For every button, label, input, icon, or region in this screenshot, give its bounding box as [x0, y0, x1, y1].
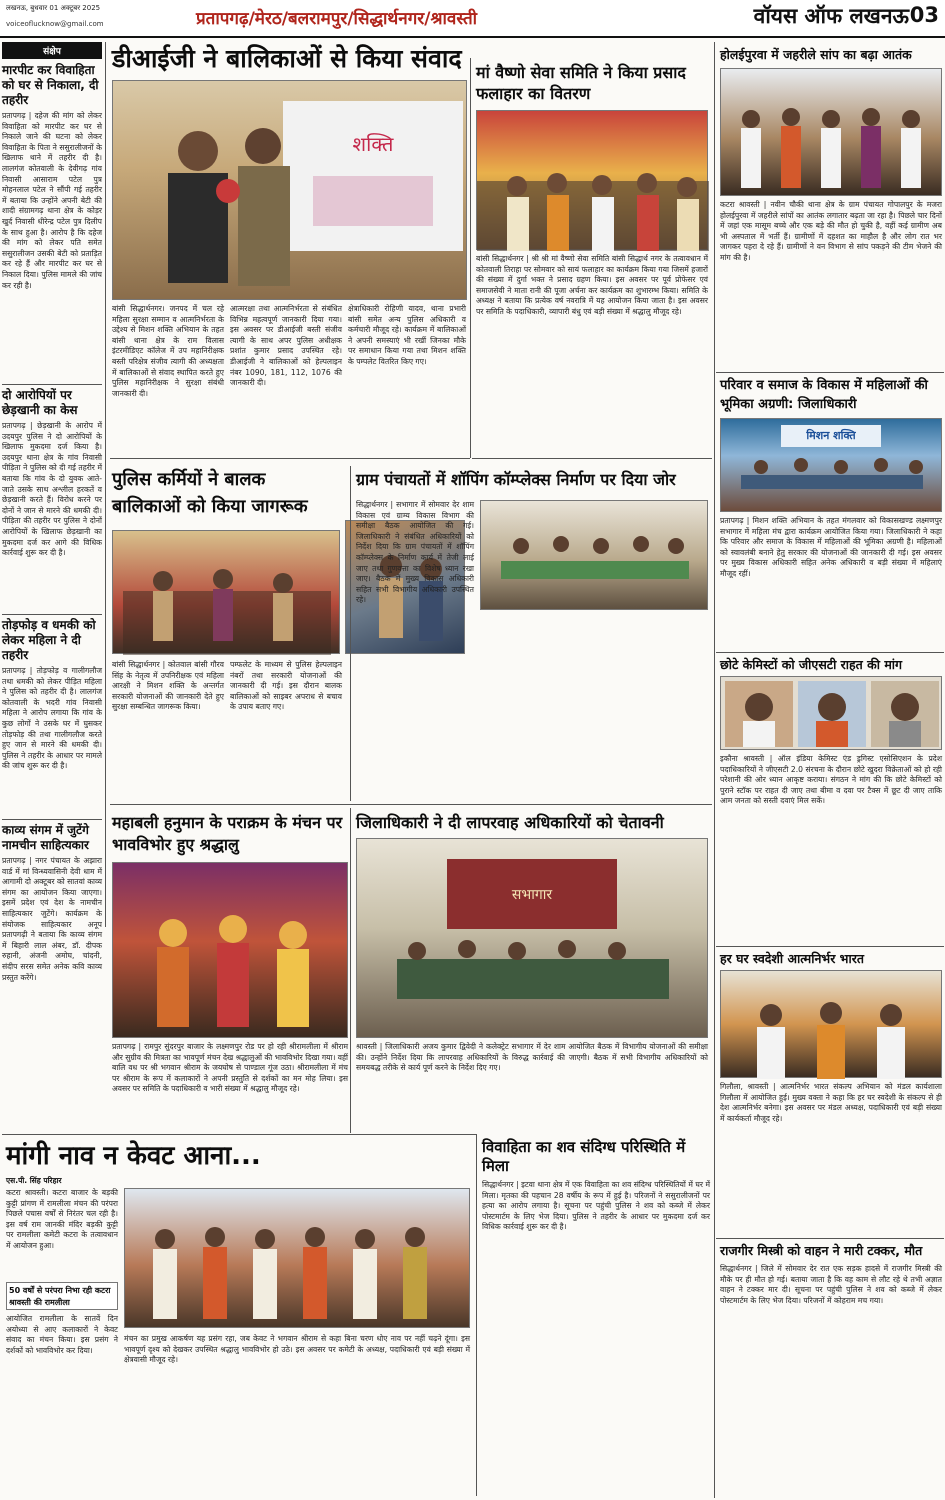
divider: [2, 384, 102, 385]
brief-body-2: प्रतापगढ़ | छेड़खानी के आरोप में उदयपुर पुलिस ने दो आरोपियों के खिलाफ मुकदमा दर्ज किया है। उदयपुर थाना क्षेत्र के गांव निवासी पीड़िता ने पुलिस को दी गई तहरीर में बताया कि गांव के दो युवक आते-जाते उसके साथ अश्लील हरकतें व छेड़खानी करते हैं। विरोध करने पर दोनों ने जान से मारने की धमकी दी। पीड़िता की तहरीर पर पुलिस ने दोनों आरोपियों के खिलाफ छेड़खानी का मुकदमा दर्ज कर आगे की विधिक कार्रवाई शुरू कर दी है।: [2, 421, 102, 558]
swadeshi-photo-art: [721, 971, 943, 1079]
divider: [2, 1134, 476, 1135]
column-rule: [476, 1134, 477, 1496]
brief-headline-1: मारपीट कर विवाहिता को घर से निकाला, दी तहरीर: [2, 63, 99, 107]
women-photo: [720, 418, 942, 512]
hanuman-headline: महाबली हनुमान के पराक्रम के मंचन पर भावविभोर हुए श्रद्धालु: [112, 813, 343, 854]
dm-headline: जिलाधिकारी ने दी लापरवाह अधिकारियों को चेतावनी: [356, 813, 664, 832]
kevat-body: मंचन का प्रमुख आकर्षण यह प्रसंग रहा, जब केवट ने भगवान श्रीराम से कहा बिना चरण धोए नाव पर नहीं चढ़ने दूंगा। इस भावपूर्ण दृश्य को देखकर उपस्थित श्रद्धालु भावविभोर हो उठे। इस अवसर पर कमेटी के अध्यक्ष, पदाधिकारी एवं बड़ी संख्या में क्षेत्रवासी मौजूद रहे।: [124, 1334, 470, 1365]
divider: [110, 458, 470, 459]
maa-headline: मां वैष्णो सेवा समिति ने किया प्रसाद फलाहार का वितरण: [476, 63, 686, 103]
snake-body: कटरा श्रावस्ती | नवीन चौकी थाना क्षेत्र के ग्राम पंचायत गोपालपुर के मजरा होलईपुरवा में जहरीले सांपों का आतंक लगातार बढ़ता जा रहा है। पिछले चार दिनों में जहां एक मासूम बच्चे और एक बड़े की मौत हो चुकी है, वहीं कई ग्रामीण अब भी अस्पताल में भर्ती हैं। ग्रामीणों में दहशत का माहौल है और लोग रात भर जागकर पहरा दे रहे हैं। ग्रामीणों ने वन विभाग से सांप पकड़ने की टीम भेजने की मांग की है।: [720, 200, 942, 262]
maa-body: बांसी सिद्धार्थनगर | श्री श्री मां वैष्णो सेवा समिति बांसी सिद्धार्थ नगर के तत्वावधान में कोतवाली तिराहा पर सोमवार को सायं फलाहार का कार्यक्रम किया गया जिसमें हजारों की संख्या में दुर्गा भक्त ने प्रसाद ग्रहण किया। इस अवसर पर पूर्व प्रोफेसर एवं समाजसेवी ने माता रानी की पूजा अर्चना कर कार्यक्रम का शुभारम्भ किया। समिति के अध्यक्ष ने बताया कि प्रत्येक वर्ष नवरात्रि में यह आयोजन किया जाता है। इस अवसर पर समिति के पदाधिकारी, व्यापारी बंधु एवं बड़ी संख्या में श्रद्धालु मौजूद रहे।: [476, 254, 708, 316]
brief-headline-3: तोड़फोड़ व धमकी को लेकर महिला ने दी तहरीर: [2, 618, 96, 662]
dig-headline: डीआईजी ने बालिकाओं से किया संवाद: [112, 44, 462, 73]
dm-photo: [356, 838, 708, 1038]
viv-body: सिद्धार्थनगर | इटवा थाना क्षेत्र में एक विवाहिता का शव संदिग्ध परिस्थितियों में घर में मिला। मृतका की पहचान 28 वर्षीय के रूप में हुई है। परिजनों ने ससुरालीजनों पर हत्या का आरोप लगाया है। सूचना पर पहुंची पुलिस ने शव को कब्जे में लेकर पोस्टमार्टम के लिए भेज दिया। पुलिस ने तहरीर के आधार पर मुकदमा दर्ज कर विधिक कार्रवाई शुरू कर दी है।: [482, 1180, 710, 1232]
hanuman-photo: [112, 862, 348, 1038]
kevat-box-body: आयोजित रामलीला के सातवें दिन अयोध्या से आए कलाकारों ने केवट संवाद का मंचन किया। इस प्रसंग ने दर्शकों को भावविभोर कर दिया।: [6, 1314, 118, 1355]
women-body: प्रतापगढ़ | मिशन शक्ति अभियान के तहत मंगलवार को विकासखण्ड लक्ष्मणपुर सभागार में महिला मंच द्वारा कार्यक्रम आयोजित किया गया। जिलाधिकारी ने कहा कि परिवार और समाज के विकास में महिलाओं की भूमिका अग्रणी है। महिलाओं को स्वावलंबी बनाने हेतु सरकार की योजनाओं की जानकारी दी गई। इस अवसर पर मुख्य विकास अधिकारी सहित अनेक अधिकारी व बड़ी संख्या में महिलाएं मौजूद रहीं।: [720, 516, 942, 578]
swadeshi-photo: [720, 970, 942, 1078]
cities-strip: प्रतापगढ़/मेरठ/बलरामपुर/सिद्धार्थनगर/श्रावस्ती: [196, 9, 478, 29]
women-banner: मिशन शक्ति: [781, 425, 881, 447]
police-body-1: बांसी सिद्धार्थनगर | कोतवाल बांसी गौरव सिंह के नेतृत्व में उपनिरीक्षक एवं महिला आरक्षी ने मिशन शक्ति के अन्तर्गत सरकारी योजनाओं की जानकारी देते हुए सुरक्षा सम्बन्धित जागरूक किया।: [112, 660, 224, 712]
website[interactable]: voiceoflucknow@gmail.com: [6, 20, 104, 28]
svg-text:सभागार: सभागार: [511, 887, 553, 903]
dig-body-2: आत्मरक्षा तथा आत्मनिर्भरता से संबंधित विभिन्न महत्वपूर्ण जानकारी दिया गया। इस अवसर पर डीआईजी बस्ती संजीव त्यागी के साथ अपर पुलिस अधीक्षक प्रशांत कुमार प्रसाद उपस्थित रहे। डीआईजी ने बालिकाओं को हेल्पलाइन नंबर 1090, 181, 112, 1076 की जानकारी दी।: [230, 304, 342, 388]
raj-headline: राजगीर मिस्त्री को वाहन ने मारी टक्कर, मौत: [720, 1243, 923, 1258]
brief-body-1: प्रतापगढ़ | दहेज की मांग को लेकर विवाहिता को मारपीट कर घर से निकाले जाने की घटना को लेकर विवाहिता के पिता ने ससुरालीजनों के खिलाफ थाने में तहरीर दी है। लालगंज कोतवाली के देवीगढ़ गांव निवासी आसाराम पटेल पुत्र मोहनलाल पटेल ने सौंपी गई तहरीर में बताया कि उन्होंने अपनी बेटी की शादी संग्रामगढ़ थाना क्षेत्र के कोड़र खुर्द निवासी धीरेन्द्र पटेल पुत्र दिलीप के साथ हुआ है। आरोप है कि दहेज की मांग को लेकर पति समेत ससुरालीजन उसकी बेटी को प्रताड़ित कर रहे हैं और मारपीट कर घर से निकाल दिया। पुलिस मामले की जांच कर रही है।: [2, 111, 102, 290]
divider: [472, 458, 712, 459]
page-number: 03: [909, 3, 939, 27]
raj-body: सिद्धार्थनगर | जिले में सोमवार देर रात एक सड़क हादसे में राजगीर मिस्त्री की मौके पर ही मौत हो गई। बताया जाता है कि वह काम से लौट रहे थे तभी अज्ञात वाहन ने टक्कर मार दी। सूचना पर पहुंची पुलिस ने शव को कब्जे में लेकर पोस्टमार्टम के लिए भेज दिया। परिजनों में कोहराम मच गया।: [720, 1264, 942, 1305]
snake-photo: [720, 68, 942, 196]
brief-column: [2, 42, 103, 982]
brief-tag: संक्षेप: [2, 42, 102, 59]
dm-photo-art: [357, 839, 709, 1039]
swadeshi-body: गिलौला, श्रावस्ती | आत्मनिर्भर भारत संकल्प अभियान को मंडल कार्यशाला गिलौला में आयोजित हुई। मुख्य वक्ता ने कहा कि हर घर स्वदेशी के संकल्प से ही देश आत्मनिर्भर बनेगा। इस अवसर पर मंडल अध्यक्ष, पदाधिकारी एवं बड़ी संख्या में कार्यकर्ता मौजूद रहे।: [720, 1082, 942, 1123]
gram-photo: [480, 500, 708, 610]
brief-headline-2: दो आरोपियों पर छेड़खानी का केस: [2, 388, 78, 417]
divider: [2, 614, 102, 615]
column-rule: [350, 466, 351, 801]
kevat-box: [6, 1282, 118, 1310]
divider: [716, 1238, 944, 1239]
kevat-byline: एस.पी. सिंह परिहार: [6, 1176, 62, 1185]
column-rule: [350, 808, 351, 1133]
viv-headline: विवाहिता का शव संदिग्ध परिस्थिति में मिला: [482, 1138, 686, 1175]
maa-photo-art: [477, 111, 709, 251]
brief-body-3: प्रतापगढ़ | तोड़फोड़ व गालीगलौज तथा धमकी को लेकर पीड़ित महिला ने पुलिस को तहरीर दी है। लालगंज कोतवाली के भदरी गांव निवासी महिला ने आरोप लगाया कि गांव के कुछ लोगों ने उसके घर में घुसकर तोड़फोड़ की तथा गालीगलौज करते हुए जान से मारने की धमकी दी। पुलिस ने तहरीर के आधार पर मामले की जांच शुरू कर दी है।: [2, 666, 102, 771]
police-photo-art-2: [113, 531, 341, 655]
gram-headline: ग्राम पंचायतों में शॉपिंग कॉम्प्लेक्स निर्माण पर दिया जोर: [356, 470, 676, 489]
dig-photo-art: [113, 81, 468, 301]
kevat-box-title: 50 वर्षों से परंपरा निभा रही कटरा श्रावस्ती की रामलीला: [9, 1286, 111, 1307]
brief-body-4: प्रतापगढ़ | नगर पंचायत के अझारा वार्ड में मां विन्ध्यवासिनी देवी धाम में आगामी दो अक्टूबर को सातवां काव्य संगम का आयोजन किया जाएगा। इसमें प्रदेश एवं देश के नामचीन साहित्यकार जुटेंगे। कार्यक्रम के संयोजक साहित्यकार अनूप प्रतापगढ़ी ने बताया कि काव्य संगम में बिहारी लाल अंबर, डॉ. दीपक रुहानी, अंजनी अमोघ, चांदनी, संदीप सरस समेत अनेक कवि काव्य प्रस्तुत करेंगे।: [2, 856, 103, 982]
divider: [716, 946, 944, 947]
women-headline: परिवार व समाज के विकास में महिलाओं की भूमिका अग्रणी: जिलाधिकारी: [720, 378, 928, 412]
kevat-intro: कटरा श्रावस्ती। कटरा बाजार के बड़की कुट्टी प्रांगण में रामलीला मंचन की परंपरा पिछले पचास वर्षों से निरंतर चल रही है। इस वर्ष राम जानकी मंदिर बड़की कुट्टी पर रामलीला कमेटी कटरा के तत्वावधान में आयोजन हुआ।: [6, 1188, 118, 1250]
dateline: लखनऊ, बुधवार 01 अक्टूबर 2025: [6, 4, 101, 12]
dig-body-1: बांसी सिद्धार्थनगर। जनपद में चल रहे महिला सुरक्षा सम्मान व आत्मनिर्भरता के उद्देश्य से मिशन शक्ति अभियान के तहत बांसी थाना क्षेत्र के राम विलास इंटरमीडिएट कॉलेज में उप महानिरीक्षक बस्ती परिक्षेत्र संजीव त्यागी की अध्यक्षता में बालिकाओं से संवाद स्थापित करते हुए पुलिस महानिरीक्षक ने सुरक्षा संबंधी जानकारी दी।: [112, 304, 224, 398]
divider: [2, 819, 102, 820]
dig-body-3: क्षेत्राधिकारी रोहिणी यादव, थाना प्रभारी बांसी समेत अन्य पुलिस अधिकारी व कर्मचारी मौजूद रहे। कार्यक्रम में बालिकाओं ने अपनी समस्याएं भी रखीं जिनका मौके पर समाधान किया गया तथा मिशन शक्ति के पम्पलेट वितरित किए गए।: [348, 304, 466, 366]
maa-photo: [476, 110, 708, 250]
gst-photo-art: [721, 677, 943, 751]
police-photo-2: [112, 530, 340, 654]
kevat-headline: मांगी नाव न केवट आना...: [6, 1141, 261, 1171]
police-body-2: पम्फलेट के माध्यम से पुलिस हेल्पलाइन नंबरों तथा सरकारी योजनाओं की जानकारी दी गई। इस दौरान बालक बालिकाओं को साइबर अपराध से बचाव के उपाय बताए गए।: [230, 660, 342, 712]
kevat-photo: [124, 1188, 470, 1328]
gst-headline: छोटे केमिस्टों को जीएसटी राहत की मांग: [720, 657, 903, 672]
gst-body: इकौना श्रावस्ती | ऑल इंडिया केमिस्ट एंड ड्रगिस्ट एसोसिएशन के प्रदेश पदाधिकारियों ने जीएसटी 2.0 संरचना के दौरान छोटे खुदरा विक्रेताओं को हो रही परेशानी की ओर ध्यान आकृष्ट कराया। संगठन ने मांग की कि छोटे केमिस्टों को पुराने स्टॉक पर राहत दी जाए तथा बीमा व दवा पर टैक्स में छूट दी जाए ताकि आम जनता को सस्ती दवाएं मिल सकें।: [720, 754, 942, 806]
hanuman-photo-art: [113, 863, 349, 1039]
police-headline: पुलिस कर्मियों ने बालक बालिकाओं को किया जागरूक: [112, 469, 308, 517]
column-rule: [714, 42, 715, 1498]
kevat-photo-art: [125, 1189, 471, 1329]
hanuman-body: प्रतापगढ़ | रामपुर सुंदरपुर बाजार के लक्ष्मणपुर रोड पर हो रही श्रीरामलीला में श्रीराम और सुग्रीव की मित्रता का भावपूर्ण मंचन देख श्रद्धालुओं की भावविभोर दिखा गया। वहीं बालि वध पर श्री भगवान श्रीराम के जयघोष से पाण्डाल गूंज उठा। श्रीरामलीला में मंच पर श्रीराम के रूप में कलाकारों ने अपनी प्रस्तुति से दर्शकों का मन मोह लिया। इस अवसर पर समिति के पदाधिकारी व भारी संख्या में श्रद्धालु मौजूद रहे।: [112, 1042, 348, 1094]
column-rule: [105, 42, 106, 927]
snake-photo-art: [721, 69, 943, 197]
snake-headline: होलईपुरवा में जहरीले सांप का बढ़ा आतंक: [720, 47, 912, 62]
gram-body: सिद्धार्थनगर | सभागार में सोमवार देर शाम विकास एवं ग्राम्य विकास विभाग की समीक्षा बैठक आयोजित की गई। जिलाधिकारी ने संबंधित अधिकारियों को निर्देश दिया कि ग्राम पंचायतों में शॉपिंग कॉम्प्लेक्स के निर्माण कार्य में तेजी लाई जाए तथा गुणवत्ता का विशेष ध्यान रखा जाए। बैठक में मुख्य विकास अधिकारी सहित सभी विभागीय अधिकारी उपस्थित रहे।: [356, 500, 474, 605]
divider: [110, 804, 712, 805]
dm-body: श्रावस्ती | जिलाधिकारी अजय कुमार द्विवेदी ने कलेक्ट्रेट सभागार में देर शाम आयोजित बैठक में विभागीय योजनाओं की समीक्षा की। उन्होंने निर्देश दिया कि लापरवाह अधिकारियों के विरुद्ध कार्रवाई की जाएगी। बैठक में सभी विभागीय अधिकारियों को समयबद्ध तरीके से कार्य पूर्ण करने के निर्देश दिए गए।: [356, 1042, 708, 1073]
divider: [716, 372, 944, 373]
brand-name: वॉयस ऑफ लखनऊ: [753, 3, 909, 28]
gram-photo-art: [481, 501, 709, 611]
swadeshi-headline: हर घर स्वदेशी आत्मनिर्भर भारत: [720, 951, 864, 966]
dig-photo: [112, 80, 467, 300]
svg-text:शक्ति: शक्ति: [352, 132, 394, 156]
gst-photos: [720, 676, 942, 750]
column-rule: [470, 58, 471, 458]
divider: [716, 652, 944, 653]
masthead: [0, 0, 945, 38]
brief-headline-4: काव्य संगम में जुटेंगे नामचीन साहित्यकार: [2, 823, 89, 852]
